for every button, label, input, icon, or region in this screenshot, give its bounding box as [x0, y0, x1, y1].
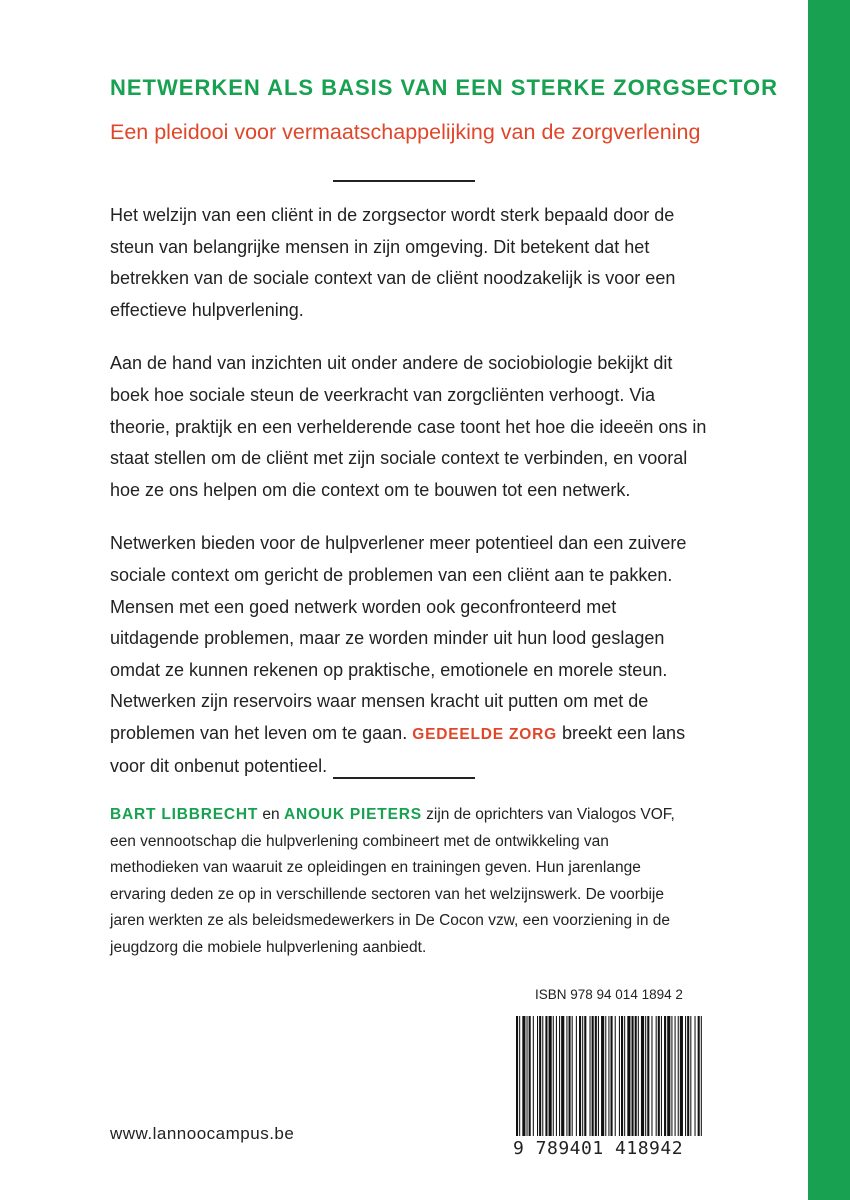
barcode-bar — [664, 1016, 666, 1136]
barcode-bar — [647, 1016, 649, 1136]
divider-top — [333, 180, 475, 182]
barcode-bar — [698, 1016, 700, 1136]
barcode-bar — [539, 1016, 541, 1136]
barcode-bar — [690, 1016, 691, 1136]
barcode-bar — [701, 1016, 702, 1136]
barcode-bar — [685, 1016, 686, 1136]
author-2-name: ANOUK PIETERS — [283, 806, 422, 823]
publisher-url: www.lannoocampus.be — [110, 1124, 295, 1143]
barcode-bar — [582, 1016, 583, 1136]
author-joiner: en — [262, 806, 280, 823]
barcode-bar — [641, 1016, 644, 1136]
author-bio-text: zijn de oprichters van Vialogos VOF, een vennootschap die hulpverlening combineert met de ontwikkeling van methodieken van waaruit ze opleidingen en trainingen geven. Hun jarenlange ervaring deden ze op in verschillende sectoren van het welzijnswerk. De voorbije jaren werkten ze als beleidsmedewerkers in De Cocon vzw, een voorziening in de jeugdzorg die mobiele hulpverlening aanbiedt. — [110, 806, 675, 956]
barcode-bar — [533, 1016, 534, 1136]
barcode-bar — [601, 1016, 604, 1136]
author-1-name: BART LIBBRECHT — [110, 806, 259, 823]
barcode-bar — [667, 1016, 670, 1136]
barcode-bar — [516, 1016, 518, 1136]
barcode-bar — [621, 1016, 623, 1136]
isbn-label: ISBN 978 94 014 1894 2 — [535, 987, 683, 1002]
barcode-bar — [556, 1016, 557, 1136]
barcode-bar — [559, 1016, 560, 1136]
blurb-paragraph-2: Aan de hand van inzichten uit onder andere de sociobiologie bekijkt dit boek hoe sociale steun de veerkracht van zorgcliënten verhoogt. Via theorie, praktijk en een verhelderende case toont het hoe die ideeën ons in staat stellen om de cliënt met zijn sociale context te verbinden, en vooral hoe ze ons helpen om die context om te bouwen tot een netwerk. — [110, 353, 707, 500]
barcode-bar — [627, 1016, 630, 1136]
blurb — [110, 200, 710, 804]
author-bio — [110, 802, 700, 961]
barcode-bar — [651, 1016, 652, 1136]
barcode-bar — [661, 1016, 662, 1136]
barcode-bar — [579, 1016, 581, 1136]
barcode-bar — [671, 1016, 672, 1136]
book-subtitle: Een pleidooi voor vermaatschappelijking van de zorgverlening — [110, 120, 701, 144]
blurb-paragraph-3-start: Netwerken bieden voor de hulpverlener meer potentieel dan een zuivere sociale context om gericht de problemen van een cliënt aan te pakken. Mensen met een goed netwerk worden ook geconfronteerd met uitdagende problemen, maar ze worden minder uit hun lood geslagen omdat ze kunnen rekenen op praktische, emotionele en morele steun. Netwerken zijn reservoirs waar mensen kracht uit putten om met de problemen van het leven om te gaan. — [110, 533, 687, 743]
barcode-bar — [553, 1016, 554, 1136]
blurb-paragraph-3 — [110, 528, 710, 782]
barcode-bar — [592, 1016, 594, 1136]
barcode-bar — [519, 1016, 520, 1136]
barcode-bar — [549, 1016, 552, 1136]
barcode-bar — [608, 1016, 609, 1136]
barcode-bar — [566, 1016, 567, 1136]
barcode-bar — [522, 1016, 525, 1136]
barcode-bar — [537, 1016, 538, 1136]
barcode-bar — [687, 1016, 689, 1136]
barcode-bar — [615, 1016, 616, 1136]
barcode-bar — [658, 1016, 660, 1136]
divider-bottom — [333, 777, 475, 779]
barcode-bar — [632, 1016, 634, 1136]
barcode-bar — [590, 1016, 591, 1136]
barcode-bar — [527, 1016, 528, 1136]
barcode-graphic — [516, 1016, 702, 1136]
barcode-bar — [619, 1016, 620, 1136]
barcode-bar — [605, 1016, 606, 1136]
blurb-paragraph-1: Het welzijn van een cliënt in de zorgsector wordt sterk bepaald door de steun van belangrijke mensen in zijn omgeving. Dit betekent dat het betrekken van de sociale context van de cliënt noodzakelijk is voor een effectieve hulpverlening. — [110, 205, 676, 320]
barcode-bar — [572, 1016, 573, 1136]
barcode-bar — [529, 1016, 531, 1136]
barcode-bar — [635, 1016, 637, 1136]
barcode-bar — [638, 1016, 639, 1136]
barcode-bar — [611, 1016, 613, 1136]
barcode-bar — [656, 1016, 657, 1136]
barcode-bar — [645, 1016, 646, 1136]
barcode-digits: 9 789401 418942 — [513, 1138, 684, 1159]
barcode-bar — [678, 1016, 679, 1136]
blurb-paragraph-3-end: breekt een lans voor dit onbenut potentieel. — [110, 722, 686, 776]
barcode-bar — [624, 1016, 625, 1136]
barcode-bar — [545, 1016, 547, 1136]
barcode-bar — [584, 1016, 586, 1136]
green-side-strip — [808, 0, 850, 1200]
barcode-bar — [569, 1016, 571, 1136]
barcode-bar — [542, 1016, 543, 1136]
book-title: NETWERKEN ALS BASIS VAN EEN STERKE ZORGSECTOR — [110, 75, 778, 100]
barcode-bar — [675, 1016, 676, 1136]
barcode-bar — [561, 1016, 564, 1136]
barcode-bar — [595, 1016, 597, 1136]
book-name-highlight: GEDEELDE ZORG — [412, 725, 557, 743]
barcode-bar — [576, 1016, 577, 1136]
barcode-bar — [598, 1016, 599, 1136]
barcode-bar — [695, 1016, 696, 1136]
barcode-bar — [680, 1016, 683, 1136]
